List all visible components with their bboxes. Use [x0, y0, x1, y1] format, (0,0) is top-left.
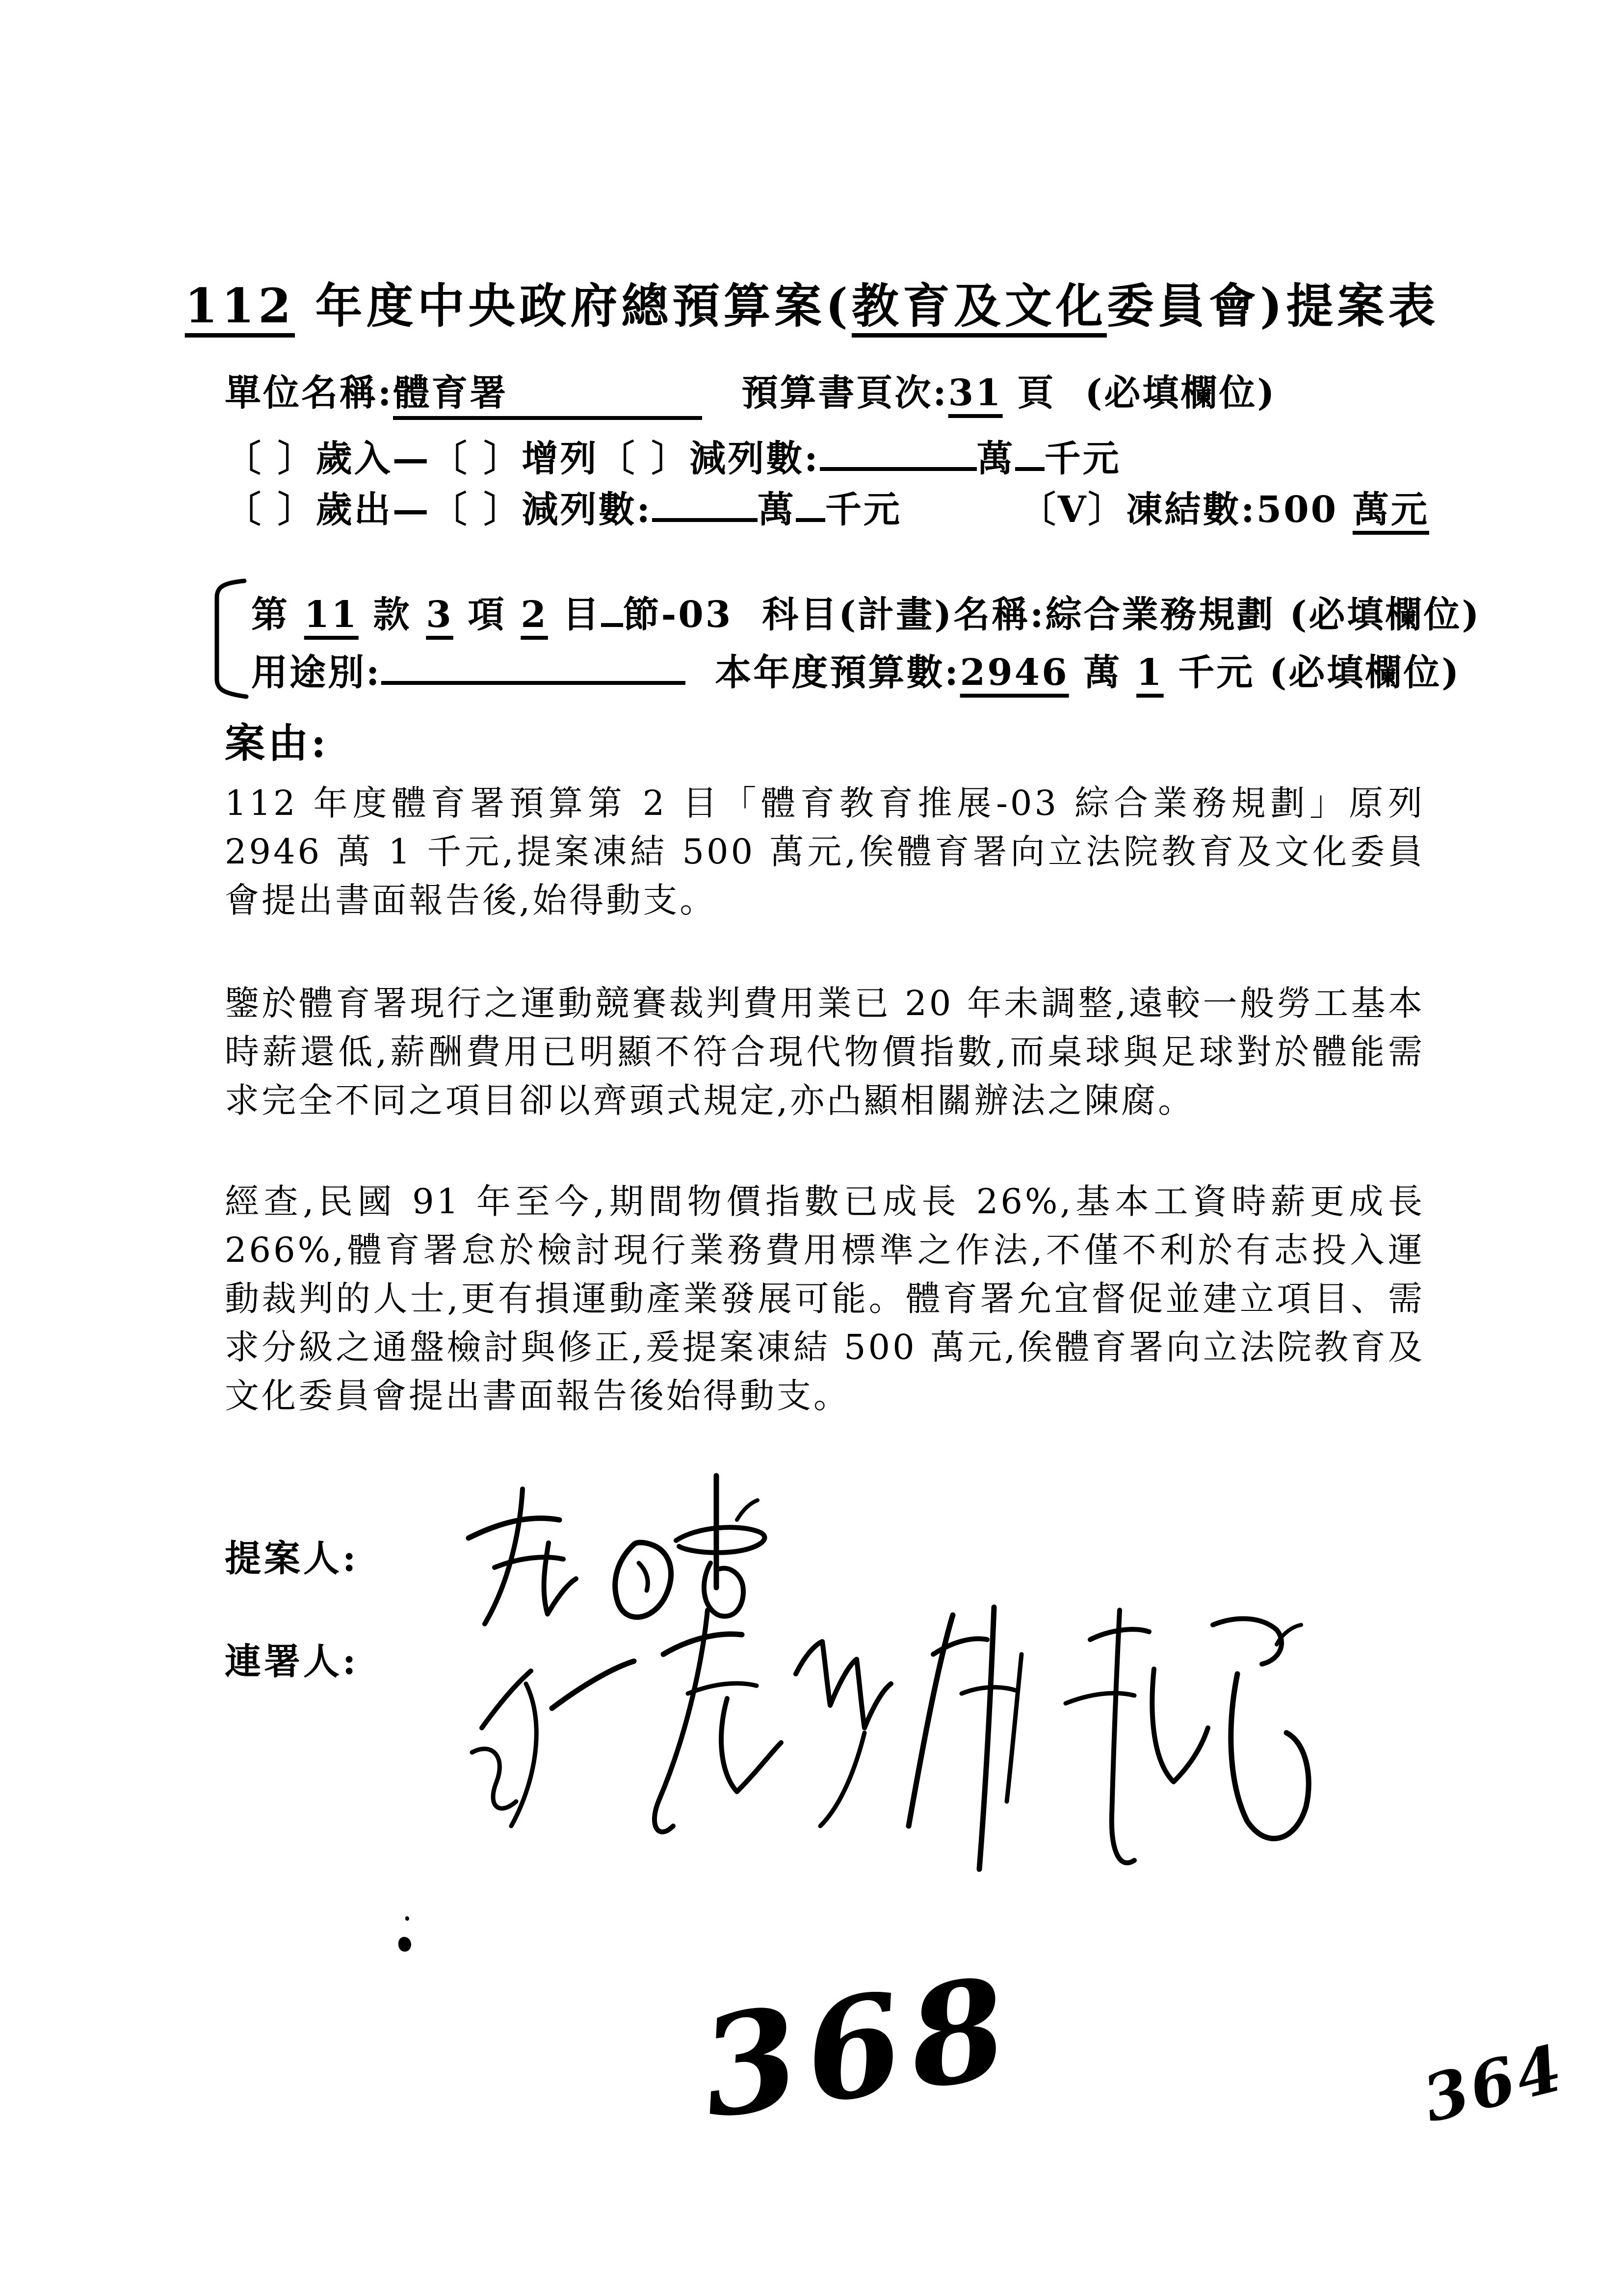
title-tail: 委員會)提案表	[1106, 278, 1440, 334]
freeze-unit: 萬元	[1352, 489, 1429, 531]
unit-name-field	[393, 364, 702, 420]
subject-value: 綜合業務規劃	[1045, 594, 1275, 636]
page-title	[0, 269, 1624, 336]
title-year: 112	[184, 278, 295, 334]
expenditure-amount-blank	[652, 490, 758, 522]
revenue-wan-unit: 萬	[976, 438, 1015, 480]
case-heading: 案由:	[225, 720, 329, 767]
proposer-label: 提案人:	[225, 1538, 359, 1580]
expenditure-qian-blank	[796, 490, 825, 522]
left-bracket-mark	[202, 575, 251, 703]
item-mu-value: 2	[521, 594, 548, 636]
usage-label: 用途別:	[251, 652, 382, 694]
title-mid: 年度中央政府總預算案(	[295, 278, 852, 334]
revenue-qian-blank	[1015, 439, 1045, 471]
revenue-add-checkbox: 〔 〕	[430, 438, 522, 480]
budget-amount-qian-value: 1	[1136, 652, 1164, 694]
unit-name-value: 體育署	[393, 372, 508, 414]
unit-name-label: 單位名稱:	[225, 372, 393, 414]
expenditure-checkbox: 〔 〕	[225, 489, 316, 531]
revenue-checkbox: 〔 〕	[225, 438, 316, 480]
required-note-2: (必填欄位)	[1289, 594, 1481, 636]
item-mu-label: 目	[562, 594, 601, 636]
budget-page-unit: 頁	[1017, 372, 1056, 414]
expenditure-qian-unit: 千元	[825, 489, 902, 531]
expenditure-cut-checkbox: 〔 〕	[430, 489, 522, 531]
subject-label: 科目(計畫)名稱:	[762, 594, 1046, 636]
required-note-3: (必填欄位)	[1269, 652, 1461, 694]
item-jie-label: 節-03	[623, 594, 733, 636]
required-note-1: (必填欄位)	[1085, 372, 1277, 414]
item-prefix: 第	[251, 594, 289, 636]
usage-row	[251, 644, 1461, 696]
freeze-label: 凍結數:	[1126, 489, 1257, 531]
expenditure-dash: —	[392, 489, 431, 531]
case-paragraph-2: 鑒於體育署現行之運動競賽裁判費用業已 20 年未調整,遠較一般勞工基本時薪還低,薪酬費用已明顯不符合現代物價指數,而桌球與足球對於體能需求完全不同之項目卻以齊頭式規定,亦凸顯相關辦法之陳腐。	[225, 983, 1425, 1121]
expenditure-cut-label: 減列數:	[522, 489, 652, 531]
ink-speck	[398, 1937, 411, 1952]
expenditure-wan-unit: 萬	[757, 489, 796, 531]
item-xiang-label: 項	[468, 594, 506, 636]
revenue-label: 歲入	[315, 438, 393, 480]
revenue-cut-label: 減列數:	[689, 438, 820, 480]
budget-qian-label: 千元	[1178, 652, 1255, 694]
case-paragraph-1: 112 年度體育署預算第 2 目「體育教育推展-03 綜合業務規劃」原列 2946 萬 1 千元,提案凍結 500 萬元,俟體育署向立法院教育及文化委員會提出書面報告後,始得動支。	[225, 783, 1425, 920]
budget-amount-wan-value: 2946	[960, 652, 1069, 694]
revenue-add-label: 增列	[522, 438, 599, 480]
page-number-center: 368	[692, 1946, 1025, 2150]
revenue-cut-checkbox: 〔 〕	[598, 438, 690, 480]
usage-blank	[381, 652, 685, 685]
item-kuan-value: 11	[304, 594, 359, 636]
revenue-row	[225, 430, 1121, 482]
expenditure-label: 歲出	[315, 489, 393, 531]
budget-page-value: 31	[948, 372, 1003, 414]
item-row	[251, 586, 1481, 638]
revenue-qian-unit: 千元	[1044, 438, 1121, 480]
revenue-dash: —	[392, 438, 431, 480]
unit-row	[225, 364, 1276, 420]
item-xiang-value: 3	[426, 594, 453, 636]
ink-speck-small	[405, 1916, 409, 1921]
item-kuan-label: 款	[373, 594, 412, 636]
revenue-amount-blank	[820, 439, 977, 471]
cosigner-label: 連署人:	[225, 1641, 359, 1683]
item-jie-blank	[601, 595, 623, 627]
freeze-checkbox-checked: 〔V〕	[1019, 489, 1126, 531]
budget-amount-label: 本年度預算數:	[715, 652, 960, 694]
budget-page-label: 預算書頁次:	[741, 372, 948, 414]
freeze-value: 500	[1256, 489, 1338, 531]
expenditure-row	[225, 481, 1429, 533]
page-number-corner: 364	[1415, 2030, 1572, 2137]
budget-wan-label: 萬	[1083, 652, 1122, 694]
title-committee: 教育及文化	[851, 278, 1107, 334]
case-paragraph-3: 經查,民國 91 年至今,期間物價指數已成長 26%,基本工資時薪更成長 266%,體育署怠於檢討現行業務費用標準之作法,不僅不利於有志投入運動裁判的人士,更有損運動產業發展可能。體育署允宜督促並建立項目、需求分級之通盤檢討與修正,爰提案凍結 500 萬元,俟體育署向立法院教育及文化委員會提出書面報告後始得動支。	[225, 1181, 1425, 1416]
cosigner-signature	[451, 1594, 1354, 1957]
